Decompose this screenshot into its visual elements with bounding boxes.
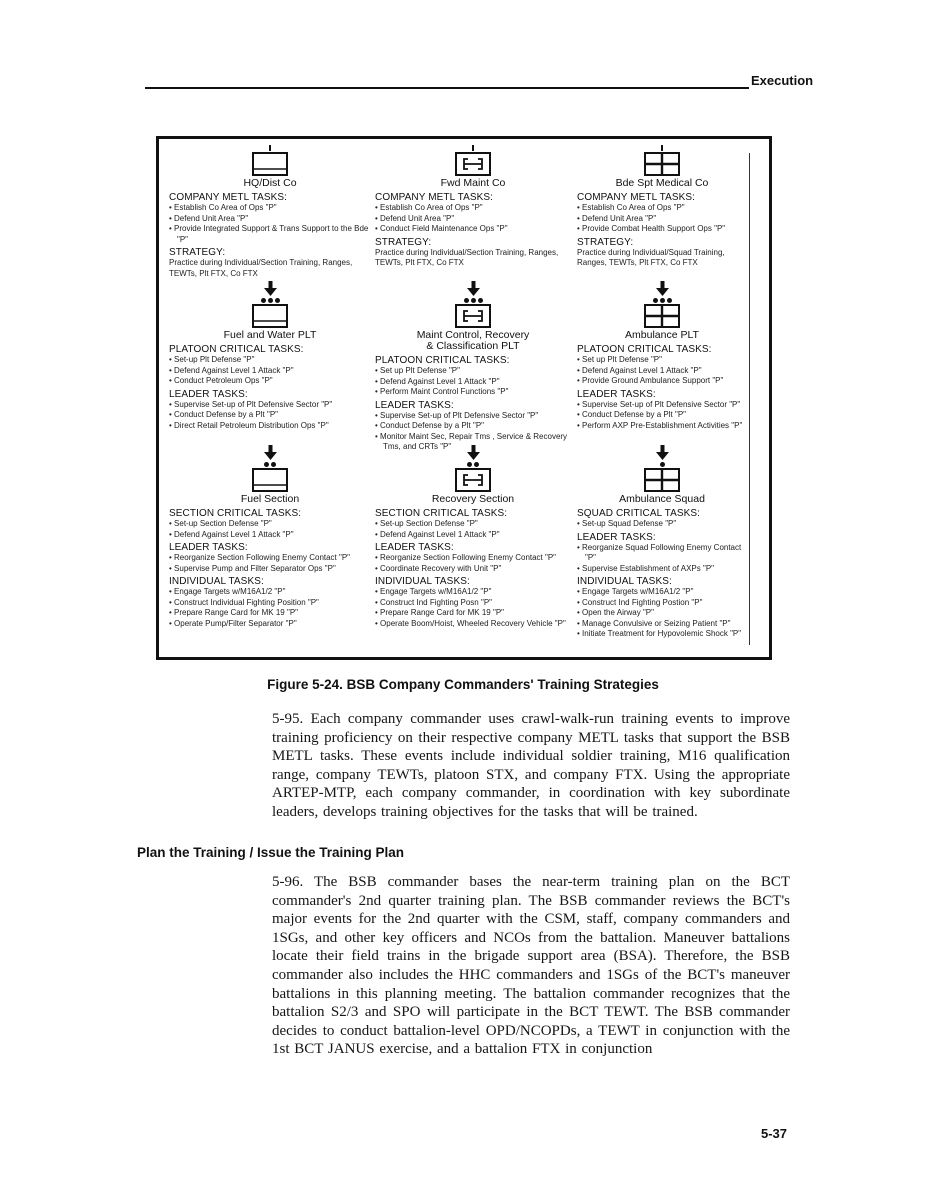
- unit-name: Fwd Maint Co: [440, 177, 506, 189]
- task-item: • Monitor Maint Sec, Repair Tms , Service & Recovery Tms, and CRTs "P": [375, 432, 571, 453]
- task-section-heading: LEADER TASKS:: [577, 531, 656, 543]
- down-arrow-icon: [264, 281, 277, 296]
- task-item: • Reorganize Squad Following Enemy Contact "P": [577, 543, 747, 564]
- task-item: • Set-up Section Defense "P": [169, 519, 371, 530]
- task-list: [375, 203, 571, 235]
- task-item: • Coordinate Recovery with Unit "P": [375, 564, 571, 575]
- unit-box-maint-control-plt: [375, 281, 571, 453]
- task-item: • Conduct Field Maintenance Ops "P": [375, 224, 571, 235]
- task-list: [169, 519, 371, 540]
- task-item: • Engage Targets w/M16A1/2 "P": [375, 587, 571, 598]
- unit-head: [375, 145, 571, 189]
- task-item: • Reorganize Section Following Enemy Contact "P": [375, 553, 571, 564]
- task-item: • Operate Pump/Filter Separator "P": [169, 619, 371, 630]
- task-item: • Prepare Range Card for MK 19 "P": [375, 608, 571, 619]
- task-item: • Conduct Defense by a Plt "P": [375, 421, 571, 432]
- unit-head: [577, 281, 747, 341]
- unit-head: [375, 281, 571, 352]
- section-dots-icon: [467, 462, 479, 467]
- maintenance-unit-icon: [455, 152, 491, 176]
- unit-box-recovery-section: [375, 445, 571, 629]
- unit-name-line2: & Classification PLT: [426, 340, 520, 352]
- task-item: • Manage Convulsive or Seizing Patient "P": [577, 619, 747, 630]
- paragraph-5-95: 5-95. Each company commander uses crawl-walk-run training events to improve training proficiency on their respective company METL tasks that support the BSB METL tasks. These events include individual soldier training, M16 qualification range, company TEWTs, platoon STX, and company FTX. Using the appropriate ARTEP-MTP, each company commander, in coordination with key subordinate leaders, develops training objectives for the tasks that will be trained.: [272, 711, 790, 820]
- strategy-text: Practice during Individual/Section Training, Ranges, TEWTs, Plt FTX, Co FTX: [169, 258, 353, 278]
- unit-name: Recovery Section: [431, 493, 515, 505]
- supply-unit-icon: [252, 468, 288, 492]
- task-item: • Perform AXP Pre-Establishment Activities "P": [577, 421, 747, 432]
- down-arrow-icon: [467, 445, 480, 460]
- strategy-text: Practice during Individual/Squad Training, Ranges, TEWTs, Plt FTX, Co FTX: [577, 247, 725, 267]
- header-rule: [145, 87, 749, 89]
- medical-unit-icon: [644, 468, 680, 492]
- task-item: • Establish Co Area of Ops "P": [169, 203, 371, 214]
- task-item: • Open the Airway "P": [577, 608, 747, 619]
- task-list: [577, 355, 747, 387]
- unit-name: Fuel and Water PLT: [223, 329, 317, 341]
- task-item: • Establish Co Area of Ops "P": [375, 203, 571, 214]
- task-section-heading: INDIVIDUAL TASKS:: [169, 576, 264, 587]
- paragraph-5-96: 5-96. The BSB commander bases the near-term training plan on the BCT commander's 2nd quarter training plan. The BSB commander reviews the BCT's major events for the 2nd quarter with the CSM, staff, company commanders and 1SGs, and other key officers and NCOs from the battalion. Maneuver battalions locate their field trains in the brigade support area (BSA). Therefore, the BSB commander also includes the HHC commanders and 1SGs of the BCT's maneuver battalions in this planning meeting. The battalion commander recognizes that the battalion S2/3 and SPO will participate in the BCT TEWT. The BSB commander decides to conduct battalion-level OPD/NCOPDs, a TEWT in conjunction with the 1st BCT JANUS exercise, and a battalion FTX in conjunction: [272, 874, 790, 1058]
- task-item: • Supervise Pump and Filter Separator Ops "P": [169, 564, 371, 575]
- task-list: [169, 203, 371, 245]
- task-section-heading: COMPANY METL TASKS:: [577, 192, 696, 203]
- section-dots-icon: [264, 462, 276, 467]
- task-item: • Supervise Set-up of Plt Defensive Sector "P": [375, 411, 571, 422]
- company-echelon-tick: [269, 145, 272, 151]
- task-item: • Operate Boom/Hoist, Wheeled Recovery Vehicle "P": [375, 619, 571, 630]
- unit-name: Bde Spt Medical Co: [615, 177, 709, 189]
- task-item: • Construct Individual Fighting Position "P": [169, 598, 371, 609]
- task-section-heading: LEADER TASKS:: [577, 388, 656, 400]
- company-echelon-tick: [472, 145, 475, 151]
- unit-box-fuel-water-plt: [169, 281, 371, 431]
- task-list: [375, 587, 571, 629]
- task-item: • Prepare Range Card for MK 19 "P": [169, 608, 371, 619]
- down-arrow-icon: [264, 445, 277, 460]
- task-item: • Reorganize Section Following Enemy Contact "P": [169, 553, 371, 564]
- task-item: • Set up Plt Defense "P": [577, 355, 747, 366]
- unit-name: Ambulance Squad: [619, 493, 705, 505]
- platoon-dots-icon: [261, 298, 280, 303]
- task-item: • Defend Unit Area "P": [577, 214, 747, 225]
- task-item: • Supervise Set-up of Plt Defensive Sector "P": [577, 400, 747, 411]
- figure-column-medical: [577, 139, 747, 657]
- task-list: [577, 587, 747, 640]
- task-item: • Provide Ground Ambulance Support "P": [577, 376, 747, 387]
- figure-caption: Figure 5-24. BSB Company Commanders' Training Strategies: [267, 677, 659, 692]
- unit-head: [169, 281, 371, 341]
- task-list: [169, 400, 371, 432]
- task-item: • Supervise Establishment of AXPs "P": [577, 564, 747, 575]
- maintenance-unit-icon: [455, 304, 491, 328]
- task-section-heading: STRATEGY:: [169, 247, 226, 258]
- task-section-heading: LEADER TASKS:: [169, 388, 248, 400]
- task-section-heading: STRATEGY:: [375, 236, 432, 248]
- task-section-heading: PLATOON CRITICAL TASKS:: [577, 344, 712, 355]
- unit-box-fwd-maint-co: [375, 145, 571, 269]
- down-arrow-icon: [656, 281, 669, 296]
- task-list: [577, 203, 747, 235]
- task-list: [375, 553, 571, 574]
- unit-head: [577, 145, 747, 189]
- task-item: • Defend Against Level 1 Attack "P": [169, 366, 371, 377]
- task-section-heading: LEADER TASKS:: [375, 542, 454, 553]
- header-label: Execution: [751, 73, 814, 88]
- unit-name: Ambulance PLT: [625, 329, 699, 341]
- unit-box-ambulance-squad: [577, 445, 747, 640]
- task-item: • Provide Combat Health Support Ops "P": [577, 224, 747, 235]
- page-number: 5-37: [761, 1126, 788, 1141]
- task-list: [169, 553, 371, 574]
- company-echelon-tick: [661, 145, 664, 151]
- unit-box-fuel-section: [169, 445, 371, 629]
- unit-head: [169, 445, 371, 505]
- unit-head: [375, 445, 571, 505]
- figure-inner-border-line: [749, 153, 750, 645]
- figure-5-24: [156, 136, 772, 660]
- task-item: • Set-up Section Defense "P": [375, 519, 571, 530]
- task-item: • Engage Targets w/M16A1/2 "P": [169, 587, 371, 598]
- task-item: • Defend Unit Area "P": [375, 214, 571, 225]
- maintenance-unit-icon: [455, 468, 491, 492]
- unit-name: Maint Control, Recovery: [416, 329, 530, 341]
- task-section-heading: SQUAD CRITICAL TASKS:: [577, 508, 701, 519]
- task-item: • Defend Against Level 1 Attack "P": [577, 366, 747, 377]
- task-item: • Supervise Set-up of Plt Defensive Sector "P": [169, 400, 371, 411]
- task-item: • Set-up Plt Defense "P": [169, 355, 371, 366]
- section-heading-plan-the-training: Plan the Training / Issue the Training Plan: [137, 845, 405, 860]
- task-list: [169, 587, 371, 629]
- unit-head: [577, 445, 747, 505]
- task-item: • Defend Unit Area "P": [169, 214, 371, 225]
- task-section-heading: COMPANY METL TASKS:: [169, 192, 288, 203]
- down-arrow-icon: [656, 445, 669, 460]
- task-section-heading: INDIVIDUAL TASKS:: [375, 576, 470, 587]
- task-item: • Set up Plt Defense "P": [375, 366, 571, 377]
- task-item: • Defend Against Level 1 Attack "P": [375, 377, 571, 388]
- task-item: • Conduct Defense by a Plt "P": [577, 410, 747, 421]
- supply-unit-icon: [252, 152, 288, 176]
- task-section-heading: LEADER TASKS:: [375, 399, 454, 411]
- squad-dot-icon: [660, 462, 665, 467]
- task-item: • Initiate Treatment for Hypovolemic Shock "P": [577, 629, 747, 640]
- task-section-heading: STRATEGY:: [577, 236, 634, 248]
- platoon-dots-icon: [464, 298, 483, 303]
- task-section-heading: PLATOON CRITICAL TASKS:: [169, 344, 304, 355]
- unit-name: HQ/Dist Co: [243, 177, 297, 189]
- unit-name: Fuel Section: [240, 493, 300, 505]
- task-item: • Conduct Petroleum Ops "P": [169, 376, 371, 387]
- medical-unit-icon: [644, 304, 680, 328]
- unit-head: [169, 145, 371, 189]
- supply-unit-icon: [252, 304, 288, 328]
- task-item: • Direct Retail Petroleum Distribution Ops "P": [169, 421, 371, 432]
- task-item: • Construct Ind Fighting Posn "P": [375, 598, 571, 609]
- task-item: • Perform Maint Control Functions "P": [375, 387, 571, 398]
- task-section-heading: SECTION CRITICAL TASKS:: [375, 508, 508, 519]
- task-item: • Provide Integrated Support & Trans Support to the Bde "P": [169, 224, 371, 245]
- task-list: [169, 355, 371, 387]
- unit-box-bde-spt-medical-co: [577, 145, 747, 269]
- task-item: • Conduct Defense by a Plt "P": [169, 410, 371, 421]
- task-item: • Construct Ind Fighting Postion "P": [577, 598, 747, 609]
- task-list: [375, 366, 571, 398]
- medical-unit-icon: [644, 152, 680, 176]
- task-list: [375, 519, 571, 540]
- task-section-heading: SECTION CRITICAL TASKS:: [169, 508, 302, 519]
- task-section-heading: LEADER TASKS:: [169, 542, 248, 553]
- unit-box-hq-dist-co: [169, 145, 371, 279]
- strategy-text: Practice during Individual/Section Training, Ranges, TEWTs, Plt FTX, Co FTX: [375, 247, 559, 267]
- task-item: • Set-up Squad Defense "P": [577, 519, 747, 530]
- platoon-dots-icon: [653, 298, 672, 303]
- task-item: • Defend Against Level 1 Attack "P": [375, 530, 571, 541]
- task-item: • Establish Co Area of Ops "P": [577, 203, 747, 214]
- task-item: • Defend Against Level 1 Attack "P": [169, 530, 371, 541]
- task-section-heading: INDIVIDUAL TASKS:: [577, 576, 672, 587]
- task-list: [577, 400, 747, 432]
- down-arrow-icon: [467, 281, 480, 296]
- task-section-heading: COMPANY METL TASKS:: [375, 192, 494, 203]
- figure-column-supply: [169, 139, 371, 657]
- task-list: [577, 543, 747, 575]
- task-list: [577, 519, 747, 530]
- figure-column-maintenance: [375, 139, 571, 657]
- unit-box-ambulance-plt: [577, 281, 747, 431]
- task-item: • Engage Targets w/M16A1/2 "P": [577, 587, 747, 598]
- task-section-heading: PLATOON CRITICAL TASKS:: [375, 355, 510, 366]
